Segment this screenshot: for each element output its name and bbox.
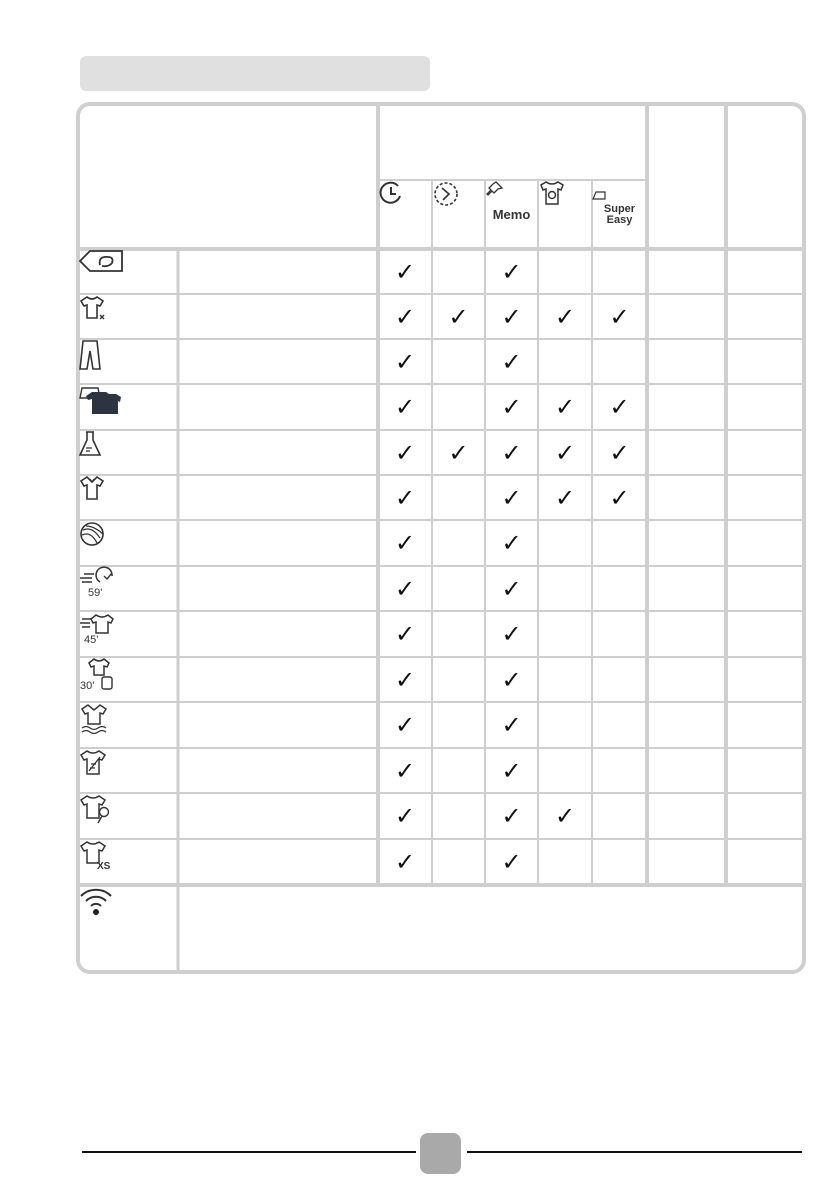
checkmark-delay: ✓ xyxy=(394,665,416,694)
eco-tag-icon xyxy=(78,249,178,294)
mixed-clothes-icon xyxy=(78,384,178,430)
program-options-table xyxy=(76,102,806,974)
checkmark-delay: ✓ xyxy=(394,347,416,376)
checkmark-steam: ✓ xyxy=(554,438,576,467)
checkmark-memo: ✓ xyxy=(501,257,522,286)
checkmark-delay: ✓ xyxy=(394,529,416,557)
flask-icon xyxy=(78,430,178,475)
memo-label: Memo xyxy=(492,207,531,222)
checkmark-memo: ✓ xyxy=(501,848,522,876)
checkmark-memo: ✓ xyxy=(501,620,522,648)
checkmark-steam: ✓ xyxy=(554,802,576,830)
xs-label: XS xyxy=(97,861,111,871)
shirt-30-detergent-icon xyxy=(78,657,178,702)
checkmark-steam: ✓ xyxy=(554,483,576,512)
checkmark-delay: ✓ xyxy=(394,302,416,331)
shirt-xs-icon xyxy=(78,839,178,885)
checkmark-super_easy: ✓ xyxy=(609,393,630,421)
checkmark-super_easy: ✓ xyxy=(609,302,630,331)
speed-shirt-45-icon xyxy=(78,611,178,657)
wifi-row-text xyxy=(186,902,786,952)
footer-rule-left xyxy=(82,1151,416,1153)
checkmark-memo: ✓ xyxy=(501,802,522,830)
checkmark-memo: ✓ xyxy=(501,756,522,785)
checkmark-memo: ✓ xyxy=(501,574,522,603)
shirt-sparkle-icon xyxy=(78,294,178,339)
feather-icon xyxy=(78,748,178,793)
checkmark-delay: ✓ xyxy=(394,802,416,830)
checkmark-rapid: ✓ xyxy=(448,302,469,331)
wool-ball-icon xyxy=(78,520,178,566)
checkmark-delay: ✓ xyxy=(394,756,416,785)
shirt-pin-icon xyxy=(78,793,178,839)
wifi-icon xyxy=(78,885,178,972)
checkmark-delay: ✓ xyxy=(394,257,416,286)
clock-delay-icon xyxy=(378,180,432,249)
checkmark-delay: ✓ xyxy=(394,711,416,739)
pin-icon xyxy=(485,180,505,196)
page-number-tab xyxy=(420,1133,461,1174)
checkmark-super_easy: ✓ xyxy=(609,438,630,467)
checkmark-memo: ✓ xyxy=(501,438,522,467)
jeans-icon xyxy=(78,339,178,384)
iron-icon xyxy=(592,190,606,200)
rapid-timer-icon xyxy=(432,180,485,249)
checkmark-delay: ✓ xyxy=(394,848,416,876)
checkmark-delay: ✓ xyxy=(394,483,416,512)
polo-shirt-icon xyxy=(78,475,178,520)
shirt-gear-icon xyxy=(538,180,592,249)
checkmark-memo: ✓ xyxy=(501,483,522,512)
shirt-waves-icon xyxy=(78,702,178,748)
speed-59-icon xyxy=(78,566,178,611)
checkmark-memo: ✓ xyxy=(501,529,522,557)
memo-option xyxy=(485,180,538,249)
super-easy-label: Super Easy xyxy=(603,202,636,226)
checkmark-rapid: ✓ xyxy=(448,438,469,467)
checkmark-delay: ✓ xyxy=(394,393,416,421)
checkmark-memo: ✓ xyxy=(501,665,522,694)
checkmark-steam: ✓ xyxy=(554,302,576,331)
speed-45-label: 45' xyxy=(84,634,99,645)
speed-59-label: 59' xyxy=(88,587,103,598)
section-title-bar xyxy=(80,56,430,91)
checkmark-memo: ✓ xyxy=(501,347,522,376)
wash-30-label: 30' xyxy=(80,680,95,691)
checkmark-delay: ✓ xyxy=(394,574,416,603)
checkmark-super_easy: ✓ xyxy=(609,483,630,512)
checkmark-memo: ✓ xyxy=(501,711,522,739)
checkmark-delay: ✓ xyxy=(394,438,416,467)
checkmark-steam: ✓ xyxy=(554,393,576,421)
super-easy-option xyxy=(592,180,647,249)
footer-rule-right xyxy=(467,1151,802,1153)
checkmark-delay: ✓ xyxy=(394,620,416,648)
checkmark-memo: ✓ xyxy=(501,393,522,421)
checkmark-memo: ✓ xyxy=(501,302,522,331)
